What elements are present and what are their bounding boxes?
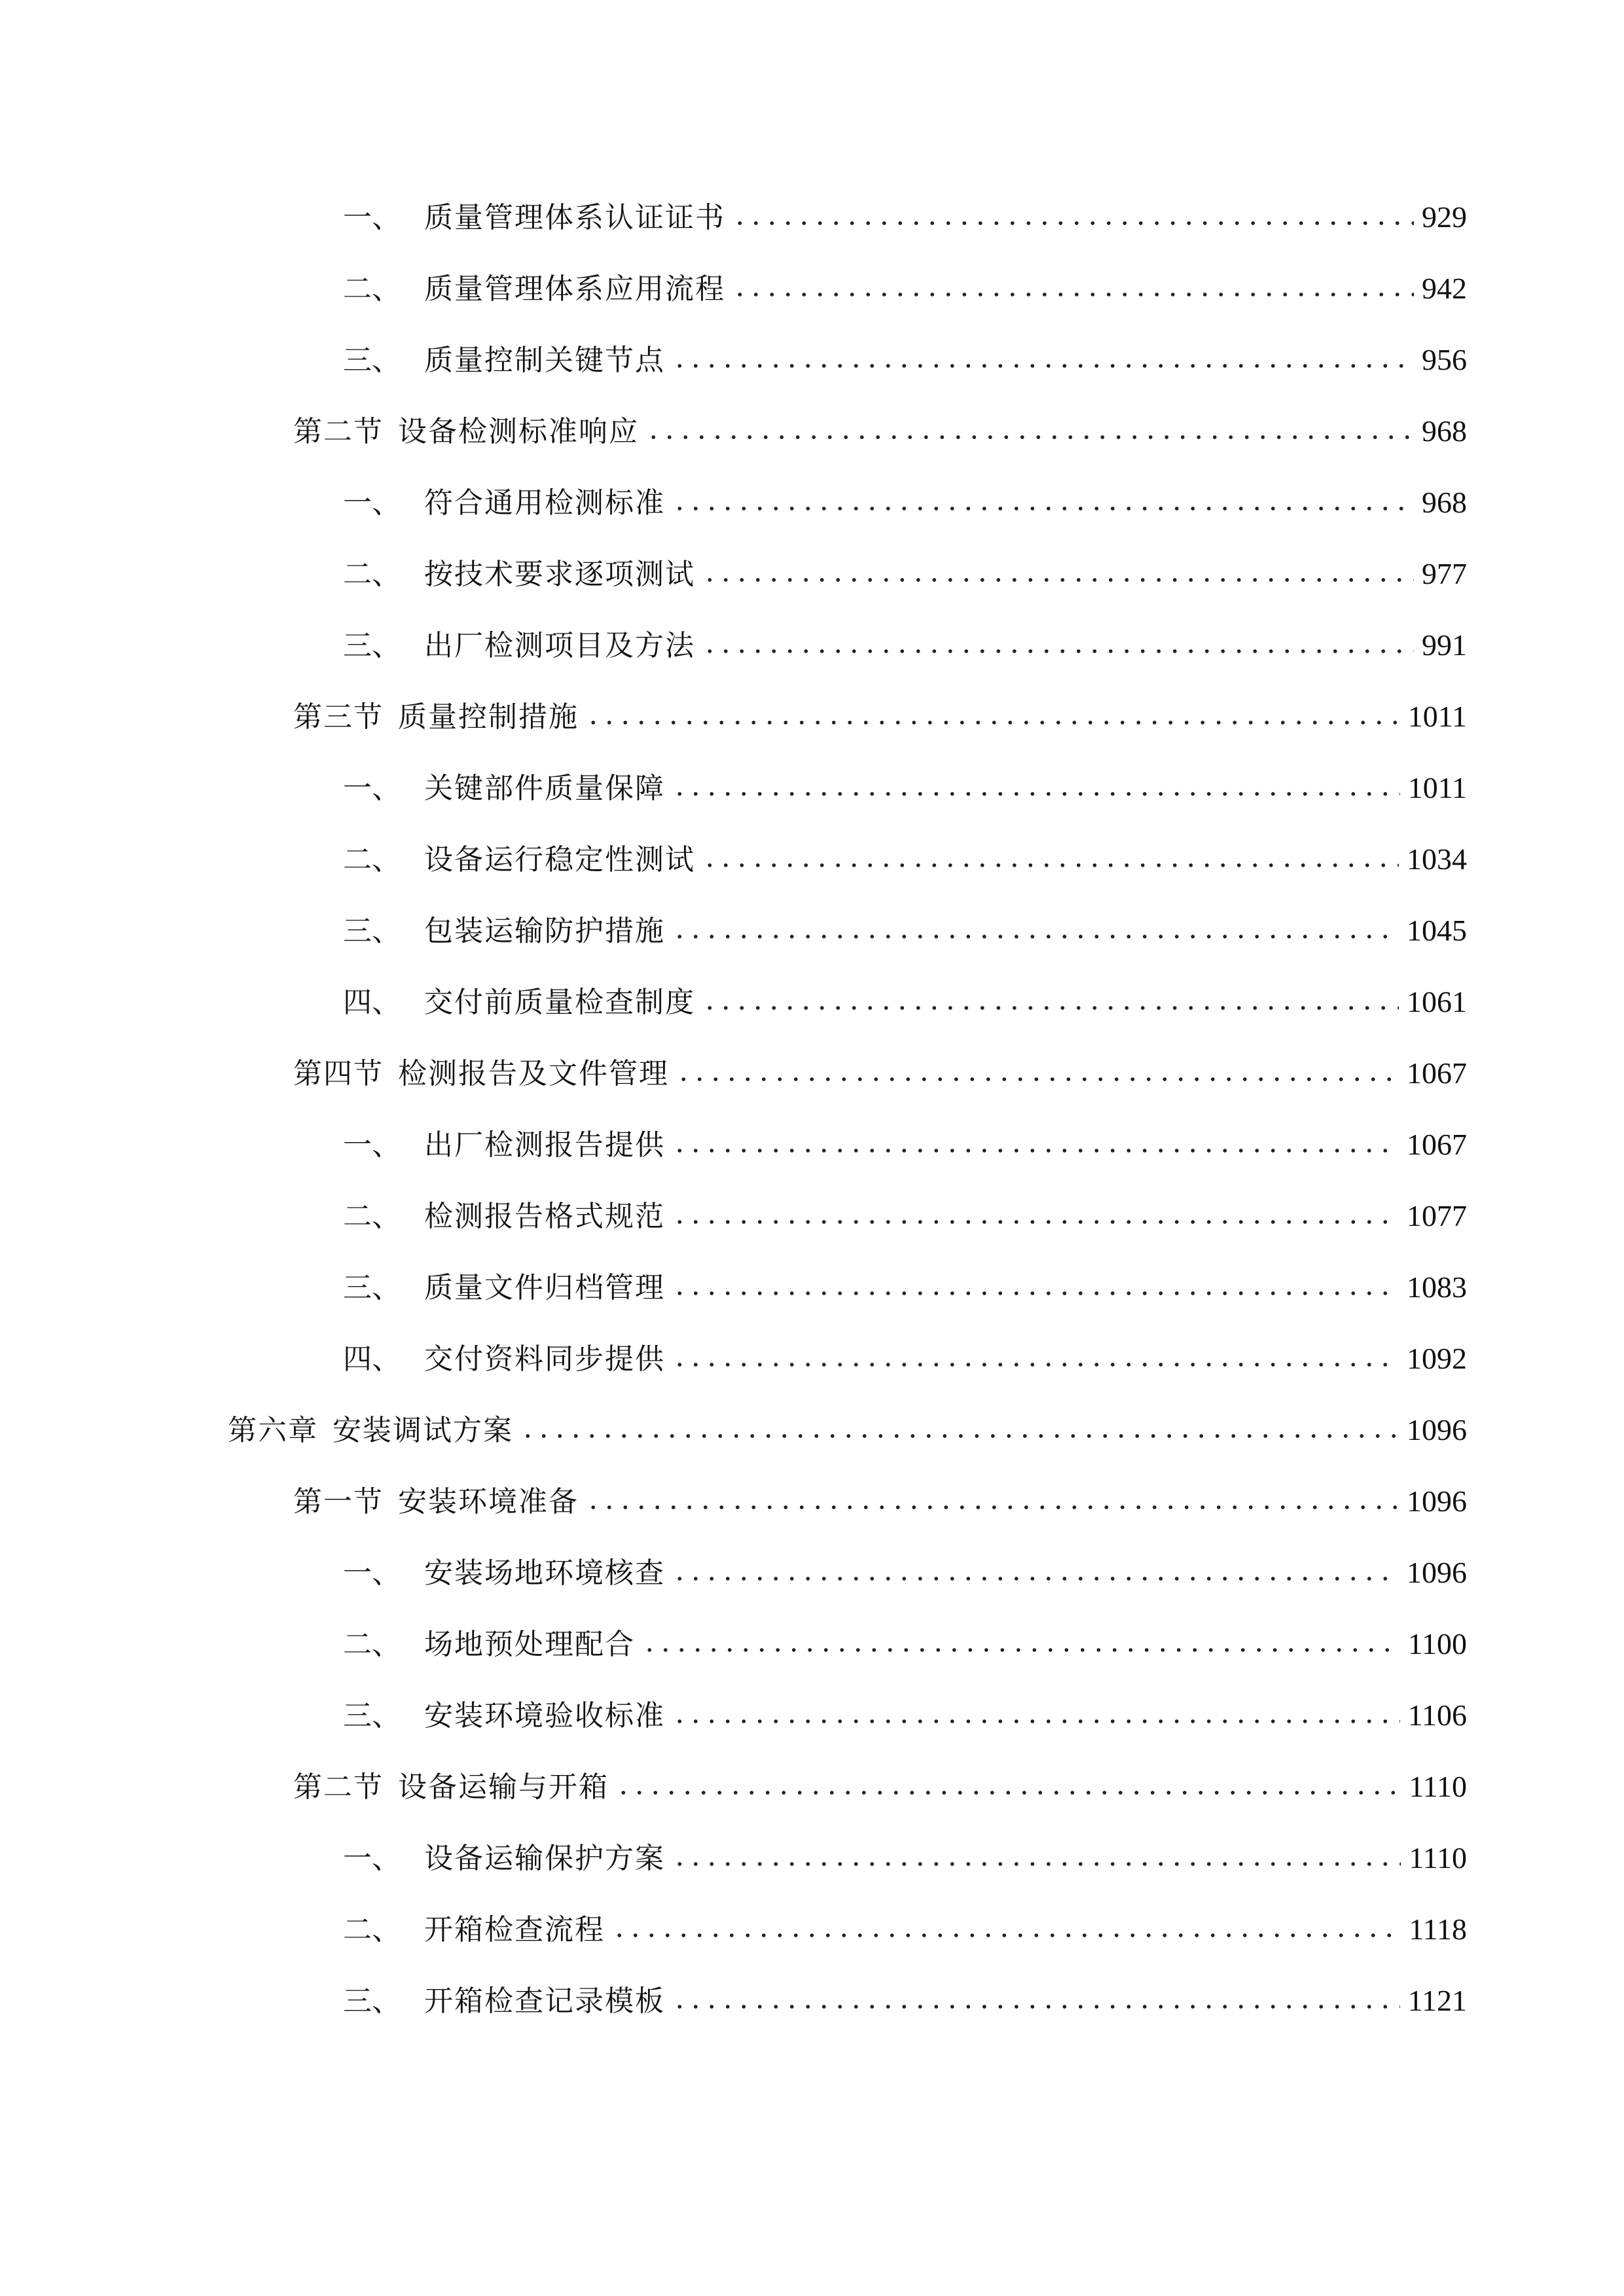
toc-entry[interactable] [343, 981, 1467, 1023]
dot-leader [672, 932, 1399, 941]
toc-entry[interactable] [213, 1409, 1467, 1451]
toc-entry[interactable] [343, 1552, 1467, 1594]
toc-entry[interactable] [343, 910, 1467, 952]
entry-number: 第六章 [228, 1414, 318, 1447]
entry-title: 设备运输与开箱 [398, 1770, 609, 1804]
entry-page-number: 1092 [1407, 1342, 1467, 1375]
entry-number: 三、 [343, 1984, 401, 2018]
dot-leader [520, 1431, 1399, 1441]
entry-number: 三、 [343, 344, 401, 377]
entry-title: 安装调试方案 [333, 1414, 513, 1447]
entry-number: 二、 [343, 1628, 401, 1661]
entry-title: 开箱检查流程 [424, 1913, 605, 1946]
entry-page-number: 1011 [1407, 700, 1467, 733]
entry-title: 关键部件质量保障 [424, 772, 665, 805]
dot-leader [702, 575, 1414, 584]
toc-entry[interactable] [343, 624, 1467, 666]
entry-number: 二、 [343, 1200, 401, 1233]
entry-title: 出厂检测报告提供 [424, 1128, 665, 1162]
dot-leader [702, 861, 1399, 870]
toc-entry[interactable] [343, 268, 1467, 310]
entry-title: 安装环境验收标准 [424, 1699, 665, 1732]
entry-title: 交付前质量检查制度 [424, 986, 695, 1019]
entry-page-number: 956 [1422, 343, 1467, 376]
entry-number: 一、 [343, 1842, 401, 1875]
toc-entry[interactable] [279, 410, 1467, 452]
entry-page-number: 1083 [1407, 1270, 1467, 1304]
dot-leader [672, 504, 1414, 513]
entry-number: 三、 [343, 1271, 401, 1304]
toc-entry[interactable] [343, 1980, 1467, 2022]
entry-page-number: 1096 [1407, 1556, 1467, 1589]
entry-title: 检测报告及文件管理 [398, 1057, 669, 1090]
entry-number: 三、 [343, 914, 401, 948]
entry-page-number: 1096 [1407, 1413, 1467, 1446]
entry-page-number: 1110 [1409, 1770, 1467, 1803]
dot-leader [672, 361, 1414, 370]
toc-entry[interactable] [343, 1338, 1467, 1380]
entry-title: 设备运输保护方案 [424, 1842, 665, 1875]
dot-leader [641, 1645, 1400, 1655]
entry-page-number: 1096 [1407, 1484, 1467, 1518]
entry-page-number: 929 [1422, 200, 1467, 234]
entry-number: 第二节 [293, 1770, 384, 1804]
toc-entry[interactable] [343, 1909, 1467, 1950]
dot-leader [676, 1075, 1399, 1084]
entry-number: 二、 [343, 843, 401, 876]
entry-number: 一、 [343, 772, 401, 805]
dot-leader [672, 1217, 1399, 1227]
entry-page-number: 1067 [1407, 1128, 1467, 1161]
dot-leader [702, 647, 1414, 656]
entry-page-number: 968 [1422, 414, 1467, 448]
toc-entry[interactable] [343, 1195, 1467, 1237]
entry-number: 三、 [343, 629, 401, 662]
entry-number: 第二节 [293, 415, 384, 448]
toc-entry[interactable] [343, 339, 1467, 381]
entry-page-number: 1077 [1407, 1199, 1467, 1232]
entry-number: 二、 [343, 272, 401, 306]
toc-entry[interactable] [279, 696, 1467, 738]
entry-page-number: 1110 [1409, 1841, 1467, 1874]
dot-leader [702, 1003, 1399, 1013]
entry-title: 质量管理体系认证证书 [424, 201, 725, 234]
entry-page-number: 1045 [1407, 914, 1467, 947]
dot-leader [732, 290, 1414, 299]
entry-title: 按技术要求逐项测试 [424, 558, 695, 591]
entry-number: 第一节 [293, 1485, 384, 1518]
entry-number: 一、 [343, 201, 401, 234]
dot-leader [672, 1360, 1399, 1369]
entry-title: 质量控制关键节点 [424, 344, 665, 377]
toc-entry[interactable] [343, 1266, 1467, 1308]
toc-entry[interactable] [343, 1837, 1467, 1879]
toc-entry[interactable] [343, 1623, 1467, 1665]
dot-leader [672, 1859, 1401, 1869]
entry-number: 一、 [343, 486, 401, 520]
entry-title: 质量管理体系应用流程 [424, 272, 725, 306]
dot-leader [672, 1574, 1399, 1583]
toc-entry[interactable] [279, 1766, 1467, 1808]
entry-number: 三、 [343, 1699, 401, 1732]
entry-page-number: 942 [1422, 272, 1467, 305]
entry-page-number: 1011 [1407, 771, 1467, 804]
dot-leader [585, 1503, 1399, 1512]
entry-title: 安装场地环境核查 [424, 1556, 665, 1590]
dot-leader [611, 1931, 1401, 1940]
dot-leader [672, 2002, 1400, 2011]
entry-page-number: 1067 [1407, 1056, 1467, 1090]
entry-page-number: 1100 [1407, 1627, 1467, 1660]
entry-page-number: 1118 [1409, 1912, 1467, 1946]
entry-title: 质量控制措施 [398, 700, 579, 734]
dot-leader [672, 1717, 1400, 1726]
toc-entry[interactable] [343, 838, 1467, 880]
entry-title: 检测报告格式规范 [424, 1200, 665, 1233]
entry-title: 场地预处理配合 [424, 1628, 635, 1661]
entry-title: 开箱检查记录模板 [424, 1984, 665, 2018]
entry-number: 二、 [343, 1913, 401, 1946]
entry-title: 交付资料同步提供 [424, 1342, 665, 1376]
toc-entry[interactable] [343, 196, 1467, 238]
toc-entry[interactable] [343, 553, 1467, 595]
entry-page-number: 1106 [1407, 1698, 1467, 1732]
entry-number: 一、 [343, 1128, 401, 1162]
dot-leader [645, 433, 1414, 442]
entry-page-number: 1121 [1407, 1984, 1467, 2017]
toc-entry[interactable] [343, 1695, 1467, 1736]
dot-leader [672, 789, 1400, 798]
dot-leader [615, 1788, 1401, 1797]
entry-number: 四、 [343, 1342, 401, 1376]
dot-leader [672, 1289, 1399, 1298]
entry-number: 第三节 [293, 700, 384, 734]
entry-title: 出厂检测项目及方法 [424, 629, 695, 662]
entry-number: 四、 [343, 986, 401, 1019]
toc-entry[interactable] [279, 1480, 1467, 1522]
entry-title: 安装环境准备 [398, 1485, 579, 1518]
dot-leader [672, 1146, 1399, 1155]
entry-title: 设备运行稳定性测试 [424, 843, 695, 876]
toc-entry[interactable] [343, 482, 1467, 524]
entry-number: 二、 [343, 558, 401, 591]
entry-page-number: 991 [1422, 628, 1467, 662]
toc-entry[interactable] [343, 1124, 1467, 1166]
dot-leader [585, 718, 1400, 727]
entry-page-number: 1034 [1407, 842, 1467, 876]
entry-title: 符合通用检测标准 [424, 486, 665, 520]
toc-entry[interactable] [279, 1052, 1467, 1094]
entry-number: 第四节 [293, 1057, 384, 1090]
toc-entry[interactable] [343, 767, 1467, 809]
entry-page-number: 977 [1422, 557, 1467, 590]
entry-title: 质量文件归档管理 [424, 1271, 665, 1304]
dot-leader [732, 219, 1414, 228]
entry-title: 设备检测标准响应 [398, 415, 639, 448]
entry-title: 包装运输防护措施 [424, 914, 665, 948]
entry-number: 一、 [343, 1556, 401, 1590]
entry-page-number: 1061 [1407, 985, 1467, 1018]
entry-page-number: 968 [1422, 486, 1467, 519]
